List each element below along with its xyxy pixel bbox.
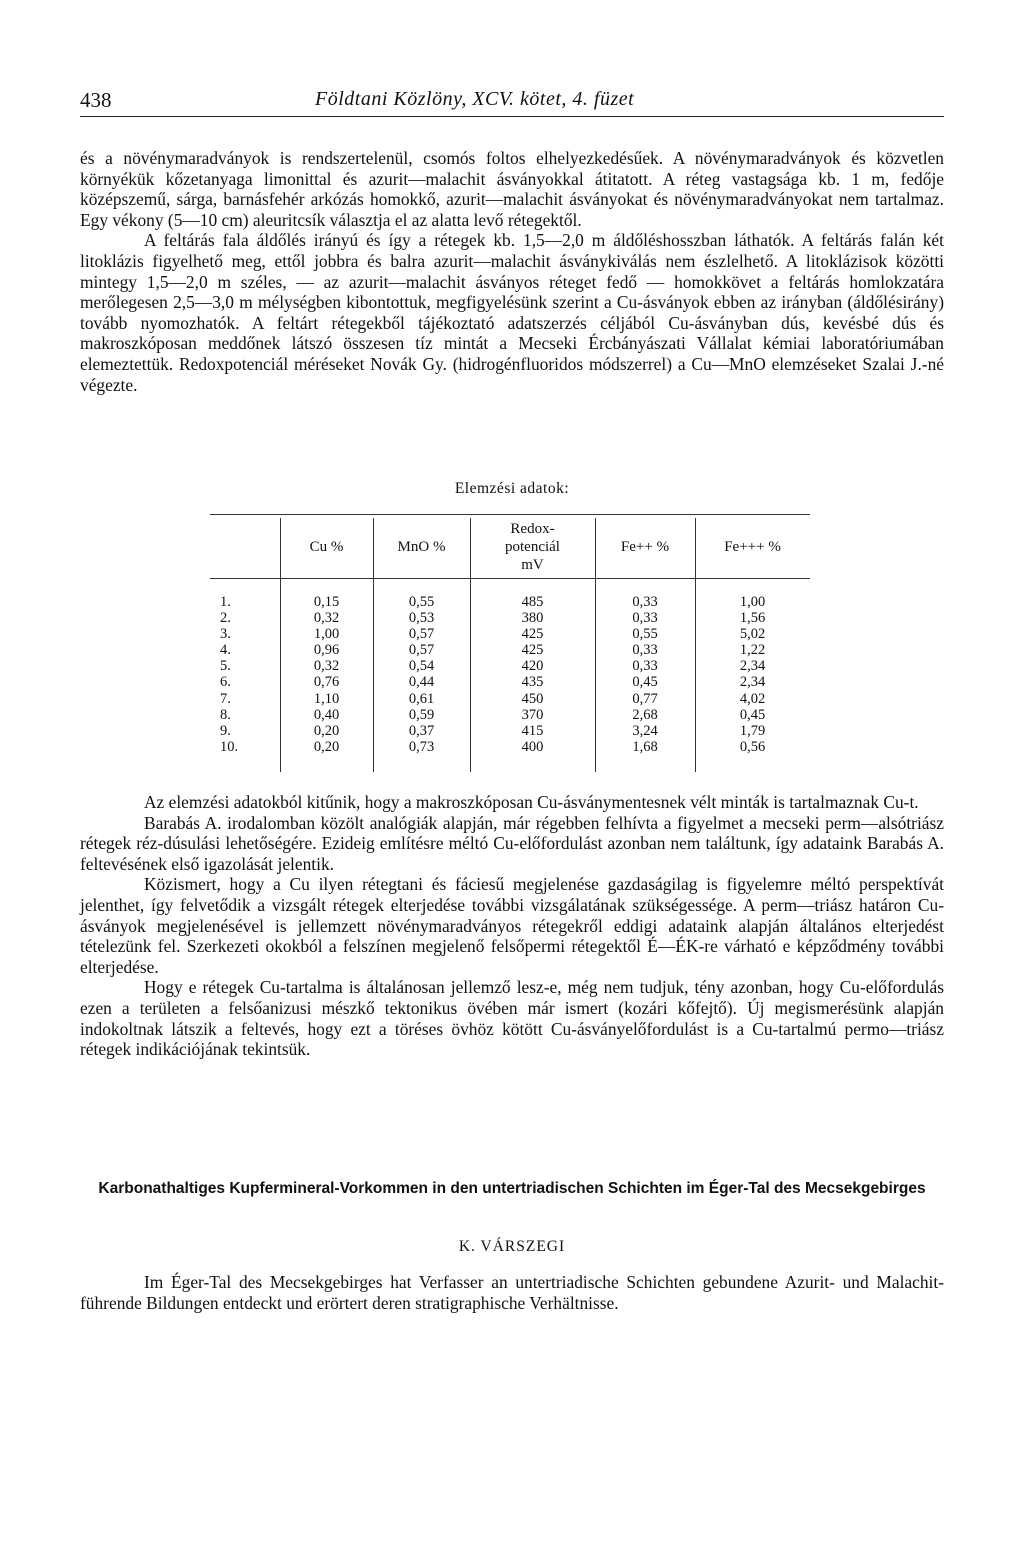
table-row xyxy=(210,594,810,610)
fe3-value: 1,00 xyxy=(739,594,766,610)
table-body xyxy=(210,594,810,755)
fe3-value: 4,02 xyxy=(739,690,766,707)
column-header-fe3: Fe+++ % xyxy=(724,539,781,555)
table-row xyxy=(210,626,810,642)
fe2-value: 0,55 xyxy=(632,626,658,643)
fe3-value: 1,56 xyxy=(739,610,766,627)
fe2-value: 0,77 xyxy=(632,690,658,707)
redox-value: 400 xyxy=(521,738,544,755)
row-number: 2. xyxy=(220,610,231,627)
row-number: 10. xyxy=(220,738,239,755)
table-row xyxy=(210,642,810,658)
fe3-value: 1,22 xyxy=(739,642,766,659)
cu-value: 1,00 xyxy=(313,626,340,643)
paragraph: Barabás A. irodalomban közölt analógiák alapján, már régebben felhívta a figyelmet a mecseki perm—alsótriász rétegek réz-dúsulási lehetőségére. Ezideig említésre méltó Cu-előfordulást azonban nem találtunk, így adataink Barabás A. feltevésének első igazolását jelentik. xyxy=(80,812,944,874)
german-summary-title: Karbonathaltiges Kupfermineral-Vorkommen in den untertriadischen Schichten im Éger-Tal des Mecsekgebirges xyxy=(98,1180,926,1197)
redox-value: 485 xyxy=(521,594,544,610)
mno-value: 0,57 xyxy=(408,642,435,659)
fe2-value: 2,68 xyxy=(632,706,658,723)
cu-value: 0,15 xyxy=(313,594,340,610)
fe2-value: 3,24 xyxy=(632,722,658,739)
table-row xyxy=(210,610,810,626)
cu-value: 1,10 xyxy=(313,690,340,707)
journal-title: Földtani Közlöny, XCV. kötet, 4. füzet xyxy=(315,88,635,110)
fe3-value: 0,45 xyxy=(739,706,766,723)
cu-value: 0,96 xyxy=(313,642,340,659)
row-number: 9. xyxy=(220,722,231,739)
row-number: 3. xyxy=(220,626,231,643)
paragraph: Az elemzési adatokból kitűnik, hogy a makroszkóposan Cu-ásványmentesnek vélt minták is tartalmaznak Cu-t. xyxy=(144,792,919,812)
paragraph: Hogy e rétegek Cu-tartalma is általánosan jellemző lesz-e, még nem tudjuk, tény azonban, hogy Cu-előfordulás ezen a területen a felsőanizusi mészkő tektonikus övében már ismert (kozári kőfejtő). Új megismerésünk alapján indokoltnak látszik a feltevés, hogy ezt a töréses övhöz kötött Cu-ásványelőfordulást is a Cu-tartalmú permo—triász rétegek indikációjának tekintsük. xyxy=(80,977,944,1060)
row-number: 5. xyxy=(220,658,231,675)
german-summary-author: K. VÁRSZEGI xyxy=(458,1238,566,1255)
fe3-value: 1,79 xyxy=(739,722,766,739)
fe3-value: 5,02 xyxy=(739,626,766,643)
column-header-cu: Cu % xyxy=(309,539,344,555)
fe3-value: 2,34 xyxy=(739,674,766,691)
paragraphs-bottom xyxy=(80,792,944,1060)
mno-value: 0,54 xyxy=(408,658,435,675)
row-number: 7. xyxy=(220,690,231,707)
fe2-value: 0,33 xyxy=(632,610,658,627)
cu-value: 0,32 xyxy=(313,610,340,627)
mno-value: 0,59 xyxy=(408,706,435,723)
mno-value: 0,61 xyxy=(408,690,435,707)
paragraphs-top xyxy=(80,148,944,395)
german-summary xyxy=(80,1272,944,1313)
fe2-value: 0,45 xyxy=(632,674,658,691)
row-number: 1. xyxy=(220,594,231,610)
table-row xyxy=(210,691,810,707)
redox-value: 380 xyxy=(521,610,544,627)
fe3-value: 2,34 xyxy=(739,658,766,675)
table-rule-top xyxy=(210,514,810,515)
column-header-mno: MnO % xyxy=(397,539,446,555)
page-header xyxy=(80,88,944,122)
fe3-value: 0,56 xyxy=(739,738,766,755)
paragraph: és a növénymaradványok is rendszertelenül, csomós foltos elhelyezkedésűek. A növénymaradványok és közvetlen környékük kőzetanyaga limonittal és azurit—malachit ásványokkal átitatott. A réteg vastagsága kb. 1 m, fedője középszemű, sárga, barnásfehér arkózás homokkő, azurit—malachit ásványokat és növénymaradványokat nem tartalmaz. Egy vékony (5—10 cm) aleuritcsík választja el az alatta levő rétegektől. xyxy=(80,148,944,230)
fe2-value: 1,68 xyxy=(632,738,658,755)
table-title: Elemzési adatok: xyxy=(454,480,570,497)
mno-value: 0,57 xyxy=(408,626,435,643)
cu-value: 0,32 xyxy=(313,658,340,675)
mno-value: 0,53 xyxy=(408,610,435,627)
table-row xyxy=(210,674,810,690)
redox-value: 415 xyxy=(521,722,544,739)
paragraph: A feltárás fala áldőlés irányú és így a rétegek kb. 1,5—2,0 m áldőléshosszban láthatók. A feltárás falán két litoklázis figyelhető meg, ettől jobbra és balra azurit—malachit ásványkiválás nem észlelhető. A litoklázisok közötti mintegy 1,5—2,0 m széles, — az azurit—malachit ásványos réteget fedő — homokkövet a feltárás homlokzatára merőlegesen 2,5—3,0 m mélységben kibontottuk, megfigyelésünk szerint a Cu-ásványok ebben az irányban (áldőlésirány) tovább nyomozhatók. A feltárt rétegekből tájékoztató adatszerzés céljából Cu-ásványban dús, kevésbé dús és makroszkóposan meddőnek látszó összesen tíz mintát a Mecseki Ércbányászati Vállalat kémiai laboratóriumában elemeztettük. Redoxpotenciál méréseket Novák Gy. (hidrogénfluoridos módszerrel) a Cu—MnO elemzéseket Szalai J.-né végezte. xyxy=(80,230,944,395)
redox-value: 450 xyxy=(521,690,544,707)
row-number: 4. xyxy=(220,642,231,659)
mno-value: 0,55 xyxy=(408,594,435,610)
row-number: 6. xyxy=(220,674,231,691)
cu-value: 0,20 xyxy=(313,722,340,739)
column-header-redox: Redox- potenciál mV xyxy=(505,521,560,573)
table-row xyxy=(210,723,810,739)
fe2-value: 0,33 xyxy=(632,642,658,659)
fe2-value: 0,33 xyxy=(632,658,658,675)
mno-value: 0,73 xyxy=(408,738,435,755)
redox-value: 420 xyxy=(521,658,544,675)
paragraph: Közismert, hogy a Cu ilyen rétegtani és fáciesű megjelenése gazdaságilag is figyelemre méltó perspektívát jelenthet, így felvetődik a vizsgált rétegek elterjedése további vizsgálatának szükségessége. A perm—triász határon Cu-ásványok megjelenésével is jellemzett növénymaradványos rétegekről eddigi adataink alapján általános elterjedést tételezünk fel. Szerkezeti okokból a felszínen megjelenő felsőpermi rétegektől É—ÉK-re várható e képződmény további elterjedése. xyxy=(80,874,944,977)
table-row xyxy=(210,658,810,674)
cu-value: 0,40 xyxy=(313,706,340,723)
cu-value: 0,76 xyxy=(313,674,340,691)
mno-value: 0,44 xyxy=(408,674,435,691)
header-rule xyxy=(80,116,944,117)
table-row xyxy=(210,739,810,755)
redox-value: 425 xyxy=(521,626,544,643)
table-row xyxy=(210,707,810,723)
fe2-value: 0,33 xyxy=(632,594,658,610)
table-rule-header xyxy=(210,578,810,579)
german-abstract: Im Éger-Tal des Mecsekgebirges hat Verfasser an untertriadische Schichten gebundene Azurit- und Malachit-führende Bildungen entdeckt und erörtert deren stratigraphische Verhältnisse. xyxy=(80,1272,944,1313)
analysis-table xyxy=(210,510,810,772)
mno-value: 0,37 xyxy=(408,722,435,739)
page-number: 438 xyxy=(80,88,112,112)
row-number: 8. xyxy=(220,706,231,723)
redox-value: 435 xyxy=(521,674,544,691)
cu-value: 0,20 xyxy=(313,738,340,755)
redox-value: 425 xyxy=(521,642,544,659)
redox-value: 370 xyxy=(521,706,544,723)
column-header-fe2: Fe++ % xyxy=(620,539,670,555)
